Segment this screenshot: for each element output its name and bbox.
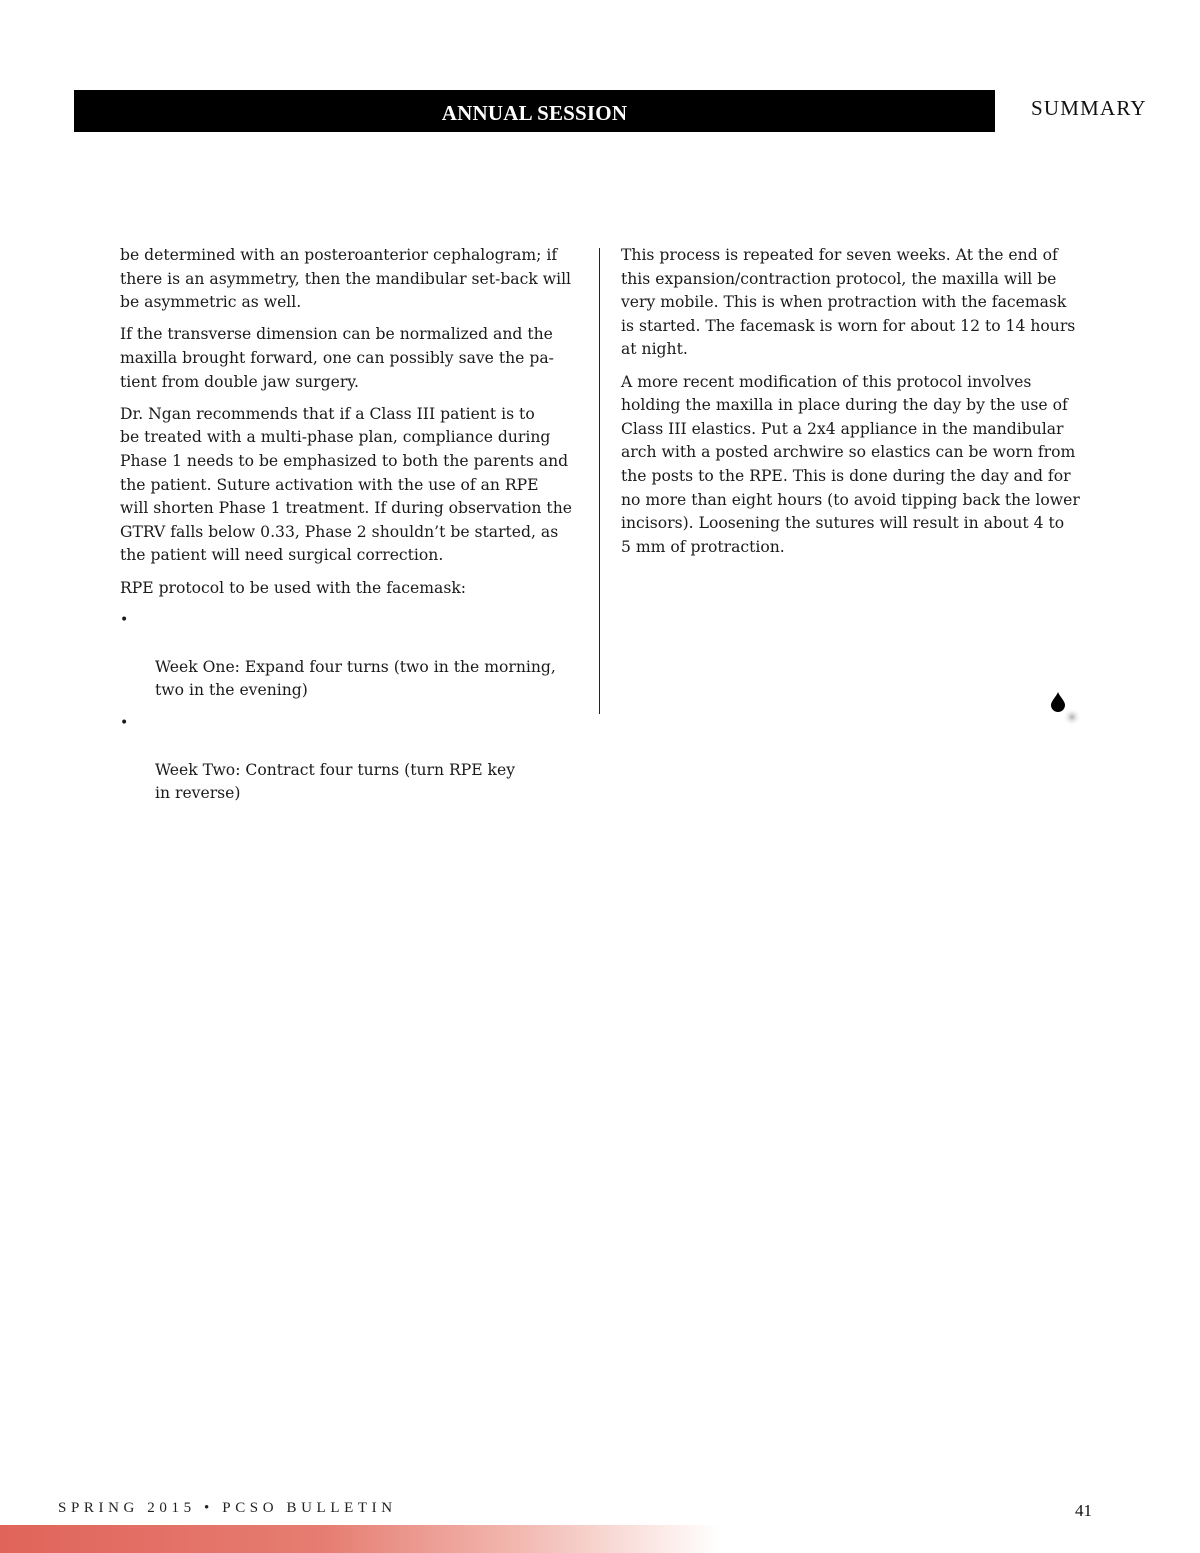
list-item (120, 712, 582, 806)
column-divider (599, 248, 600, 714)
footer-gradient-bar (0, 1525, 720, 1553)
header-bar (74, 90, 995, 132)
paragraph: RPE protocol to be used with the facemask: (120, 578, 467, 597)
drop-icon (1048, 690, 1088, 730)
bullet-icon: • (120, 714, 129, 731)
section-label: SUMMARY (1031, 96, 1147, 120)
protocol-list (120, 609, 582, 806)
paragraph: Dr. Ngan recommends that if a Class III patient is to be treated with a multi-phase plan, compliance during Phase 1 needs to be emphasized to both the parents and the patient. Suture activation with the use of an RPE will shorten Phase 1 treatment. If during observation the GTRV falls below 0.33, Phase 2 shouldn’t be started, as the patient will need surgical correction. (120, 404, 572, 565)
right-column (621, 244, 1083, 568)
bullet-icon: • (120, 611, 129, 628)
header-title: ANNUAL SESSION (441, 100, 628, 125)
left-column (120, 244, 582, 815)
list-item-text: Week One: Expand four turns (two in the morning, two in the evening) (155, 657, 556, 700)
paragraph: be determined with an posteroanterior cephalogram; if there is an asymmetry, then the mandibular set-back will be asymmetric as well. (120, 246, 572, 312)
page-number: 41 (1075, 1501, 1092, 1520)
footer-publication: SPRING 2015 • PCSO BULLETIN (58, 1500, 397, 1516)
list-item (120, 609, 582, 703)
paragraph: A more recent modification of this protocol involves holding the maxilla in place during the day by the use of Class III elastics. Put a 2x4 appliance in the mandibular arch with a posted archwire so elastics can be worn from the posts to the RPE. This is done during the day and for no more than eight hours (to avoid tipping back the lower incisors). Loosening the sutures will result in about 4 to 5 mm of protraction. (621, 372, 1080, 556)
paragraph: This process is repeated for seven weeks. At the end of this expansion/contraction protocol, the maxilla will be very mobile. This is when protraction with the facemask is started. The facemask is worn for about 12 to 14 hours at night. (621, 246, 1076, 359)
paragraph: If the transverse dimension can be normalized and the maxilla brought forward, one can possibly save the pa- tient from double jaw surgery. (120, 325, 554, 391)
list-item-text: Week Two: Contract four turns (turn RPE key in reverse) (155, 760, 516, 803)
